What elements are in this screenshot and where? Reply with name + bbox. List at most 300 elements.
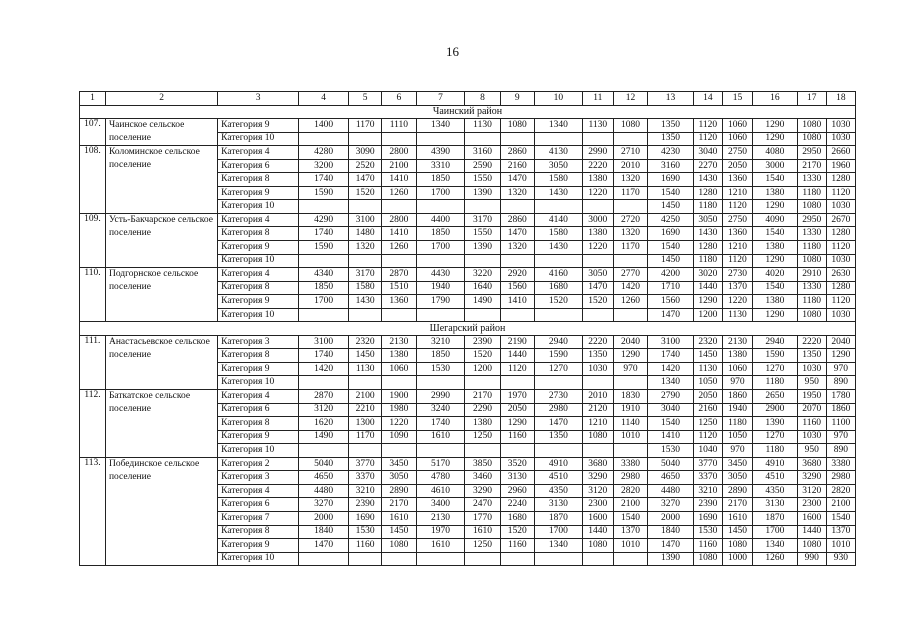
category-cell: Категория 4 (218, 146, 299, 160)
value-cell: 4230 (648, 146, 694, 160)
value-cell: 4390 (416, 146, 465, 160)
value-cell: 4250 (648, 213, 694, 227)
value-cell: 4020 (753, 268, 798, 282)
value-cell: 3120 (582, 484, 613, 498)
value-cell: 2910 (797, 268, 826, 282)
value-cell: 1370 (613, 525, 647, 539)
value-cell: 3450 (382, 457, 416, 471)
value-cell: 2070 (797, 403, 826, 417)
value-cell: 3310 (416, 159, 465, 173)
value-cell: 1290 (753, 119, 798, 133)
value-cell: 1220 (382, 417, 416, 431)
value-cell: 2170 (465, 390, 500, 404)
value-cell: 4200 (648, 268, 694, 282)
value-cell: 1450 (722, 525, 752, 539)
value-cell (613, 376, 647, 390)
value-cell: 1940 (416, 281, 465, 295)
value-cell: 2100 (826, 498, 855, 512)
value-cell: 3090 (349, 146, 382, 160)
page-number: 16 (446, 44, 459, 59)
settlement-number: 108. (80, 146, 106, 214)
value-cell: 3520 (500, 457, 534, 471)
table-row (80, 119, 856, 133)
value-cell: 1540 (613, 511, 647, 525)
value-cell: 1830 (613, 390, 647, 404)
value-cell: 1260 (382, 186, 416, 200)
value-cell: 1610 (382, 511, 416, 525)
category-cell: Категория 10 (218, 444, 299, 458)
value-cell: 1610 (416, 539, 465, 553)
value-cell: 3290 (797, 471, 826, 485)
value-cell: 1680 (534, 281, 582, 295)
value-cell: 1080 (382, 539, 416, 553)
value-cell: 1520 (465, 349, 500, 363)
category-cell: Категория 6 (218, 403, 299, 417)
value-cell: 1420 (613, 281, 647, 295)
value-cell: 2870 (299, 390, 349, 404)
value-cell (299, 308, 349, 322)
value-cell (416, 132, 465, 146)
category-cell: Категория 10 (218, 254, 299, 268)
value-cell: 2320 (693, 335, 722, 349)
value-cell: 1740 (416, 417, 465, 431)
value-cell: 3130 (753, 498, 798, 512)
value-cell: 1340 (753, 539, 798, 553)
value-cell (416, 376, 465, 390)
value-cell: 1330 (797, 173, 826, 187)
value-cell (613, 132, 647, 146)
value-cell: 1080 (797, 308, 826, 322)
district-title: Шегарский район (80, 322, 856, 336)
value-cell: 2800 (382, 146, 416, 160)
value-cell: 1060 (722, 362, 752, 376)
value-cell: 2820 (613, 484, 647, 498)
value-cell (500, 376, 534, 390)
category-cell: Категория 9 (218, 295, 299, 309)
value-cell: 3050 (693, 213, 722, 227)
value-cell: 930 (826, 552, 855, 566)
value-cell: 1120 (826, 295, 855, 309)
value-cell: 1030 (826, 119, 855, 133)
value-cell: 1120 (722, 254, 752, 268)
value-cell: 1420 (299, 362, 349, 376)
value-cell: 2990 (582, 146, 613, 160)
value-cell: 4350 (534, 484, 582, 498)
value-cell: 1580 (349, 281, 382, 295)
value-cell: 1260 (753, 552, 798, 566)
value-cell: 1380 (753, 295, 798, 309)
value-cell: 1080 (582, 430, 613, 444)
value-cell: 970 (722, 444, 752, 458)
value-cell: 3370 (349, 471, 382, 485)
district-row (80, 322, 856, 336)
value-cell: 1060 (722, 132, 752, 146)
value-cell: 1470 (299, 539, 349, 553)
value-cell: 1290 (753, 132, 798, 146)
category-cell: Категория 10 (218, 132, 299, 146)
value-cell: 1300 (349, 417, 382, 431)
value-cell: 2270 (693, 159, 722, 173)
value-cell: 2130 (416, 511, 465, 525)
value-cell: 1160 (693, 539, 722, 553)
header-cell: 1 (80, 92, 106, 106)
value-cell: 3170 (465, 213, 500, 227)
value-cell: 2050 (500, 403, 534, 417)
value-cell: 4400 (416, 213, 465, 227)
value-cell: 3050 (382, 471, 416, 485)
header-cell: 10 (534, 92, 582, 106)
settlement-name: Побединское сельское поселение (105, 457, 217, 565)
value-cell: 1610 (722, 511, 752, 525)
value-cell: 1380 (582, 227, 613, 241)
header-cell: 11 (582, 92, 613, 106)
value-cell: 4910 (534, 457, 582, 471)
settlement-name: Чаинское сельское поселение (105, 119, 217, 146)
value-cell: 3450 (722, 457, 752, 471)
value-cell: 3100 (349, 213, 382, 227)
value-cell: 2890 (382, 484, 416, 498)
value-cell: 2170 (797, 159, 826, 173)
value-cell (465, 200, 500, 214)
value-cell: 5040 (648, 457, 694, 471)
value-cell: 1330 (797, 281, 826, 295)
value-cell: 1380 (465, 417, 500, 431)
value-cell (500, 308, 534, 322)
value-cell: 1280 (693, 186, 722, 200)
value-cell: 2950 (797, 213, 826, 227)
value-cell (582, 552, 613, 566)
value-cell: 1120 (693, 132, 722, 146)
value-cell: 1540 (648, 417, 694, 431)
value-cell: 1290 (753, 254, 798, 268)
value-cell: 1740 (299, 349, 349, 363)
value-cell: 3380 (826, 457, 855, 471)
value-cell: 1120 (826, 241, 855, 255)
header-cell: 5 (349, 92, 382, 106)
value-cell: 1390 (465, 186, 500, 200)
value-cell (299, 376, 349, 390)
value-cell: 2750 (722, 213, 752, 227)
value-cell: 1220 (582, 186, 613, 200)
header-cell: 16 (753, 92, 798, 106)
value-cell: 1080 (797, 539, 826, 553)
value-cell: 3290 (465, 484, 500, 498)
category-cell: Категория 8 (218, 173, 299, 187)
value-cell: 1210 (582, 417, 613, 431)
value-cell: 1080 (797, 132, 826, 146)
value-cell: 1520 (534, 295, 582, 309)
value-cell: 2320 (349, 335, 382, 349)
value-cell: 1420 (648, 362, 694, 376)
value-cell: 2000 (299, 511, 349, 525)
value-cell: 1320 (500, 186, 534, 200)
value-cell (613, 444, 647, 458)
value-cell: 2890 (722, 484, 752, 498)
value-cell: 3120 (299, 403, 349, 417)
value-cell (465, 376, 500, 390)
value-cell: 1380 (753, 241, 798, 255)
value-cell: 2190 (500, 335, 534, 349)
value-cell: 1610 (416, 430, 465, 444)
value-cell: 1350 (648, 119, 694, 133)
value-cell: 1520 (349, 186, 382, 200)
value-cell (382, 308, 416, 322)
value-cell: 1390 (753, 417, 798, 431)
value-cell: 4480 (648, 484, 694, 498)
value-cell: 3160 (648, 159, 694, 173)
value-cell: 4510 (534, 471, 582, 485)
value-cell: 3040 (693, 146, 722, 160)
value-cell: 2300 (582, 498, 613, 512)
category-cell: Категория 4 (218, 390, 299, 404)
value-cell: 1340 (416, 119, 465, 133)
value-cell: 2730 (534, 390, 582, 404)
value-cell (382, 552, 416, 566)
value-cell: 4430 (416, 268, 465, 282)
value-cell: 2100 (613, 498, 647, 512)
value-cell: 1270 (753, 362, 798, 376)
value-cell: 1160 (797, 417, 826, 431)
value-cell: 1590 (299, 186, 349, 200)
value-cell (534, 200, 582, 214)
value-cell: 1540 (753, 173, 798, 187)
value-cell: 2940 (534, 335, 582, 349)
value-cell (582, 200, 613, 214)
value-cell: 1400 (299, 119, 349, 133)
value-cell: 1160 (500, 539, 534, 553)
value-cell: 1390 (648, 552, 694, 566)
value-cell: 4280 (299, 146, 349, 160)
value-cell: 1560 (648, 295, 694, 309)
value-cell: 3020 (693, 268, 722, 282)
value-cell: 2770 (613, 268, 647, 282)
value-cell: 970 (826, 362, 855, 376)
table-row (80, 213, 856, 227)
category-cell: Категория 9 (218, 430, 299, 444)
value-cell: 3170 (349, 268, 382, 282)
header-cell: 12 (613, 92, 647, 106)
value-cell: 1520 (500, 525, 534, 539)
value-cell: 1080 (797, 200, 826, 214)
value-cell: 2300 (797, 498, 826, 512)
value-cell: 1690 (648, 173, 694, 187)
value-cell: 1440 (693, 281, 722, 295)
value-cell: 1700 (534, 525, 582, 539)
value-cell: 1970 (416, 525, 465, 539)
value-cell: 1530 (416, 362, 465, 376)
value-cell: 1220 (722, 295, 752, 309)
value-cell: 2980 (613, 471, 647, 485)
category-cell: Категория 4 (218, 268, 299, 282)
value-cell (465, 254, 500, 268)
value-cell: 1130 (693, 362, 722, 376)
value-cell: 1320 (613, 173, 647, 187)
value-cell (613, 308, 647, 322)
value-cell: 1470 (534, 417, 582, 431)
category-cell: Категория 4 (218, 484, 299, 498)
value-cell: 2390 (693, 498, 722, 512)
value-cell: 4480 (299, 484, 349, 498)
value-cell: 1430 (534, 241, 582, 255)
value-cell: 1590 (299, 241, 349, 255)
value-cell: 970 (826, 430, 855, 444)
table-row (80, 457, 856, 471)
value-cell: 970 (613, 362, 647, 376)
value-cell: 1320 (500, 241, 534, 255)
value-cell: 2710 (613, 146, 647, 160)
value-cell: 1640 (465, 281, 500, 295)
value-cell: 1840 (299, 525, 349, 539)
value-cell: 3220 (465, 268, 500, 282)
value-cell: 4910 (753, 457, 798, 471)
value-cell: 1080 (797, 254, 826, 268)
value-cell: 1700 (416, 241, 465, 255)
value-cell: 5040 (299, 457, 349, 471)
settlement-number: 107. (80, 119, 106, 146)
value-cell (465, 308, 500, 322)
value-cell (582, 444, 613, 458)
value-cell: 2170 (382, 498, 416, 512)
settlement-number: 109. (80, 213, 106, 267)
header-cell: 2 (105, 92, 217, 106)
value-cell: 1780 (826, 390, 855, 404)
value-cell: 1380 (753, 186, 798, 200)
category-cell: Категория 7 (218, 511, 299, 525)
value-cell: 1290 (693, 295, 722, 309)
value-cell: 1490 (299, 430, 349, 444)
value-cell: 3000 (582, 213, 613, 227)
value-cell: 1030 (826, 254, 855, 268)
category-cell: Категория 9 (218, 362, 299, 376)
value-cell (613, 254, 647, 268)
value-cell: 1340 (534, 539, 582, 553)
value-cell: 1590 (534, 349, 582, 363)
value-cell: 1000 (722, 552, 752, 566)
value-cell: 970 (722, 376, 752, 390)
header-cell: 8 (465, 92, 500, 106)
value-cell: 2520 (349, 159, 382, 173)
value-cell: 1280 (826, 173, 855, 187)
value-cell: 4510 (753, 471, 798, 485)
value-cell: 2940 (753, 335, 798, 349)
value-cell: 2240 (500, 498, 534, 512)
category-cell: Категория 8 (218, 417, 299, 431)
value-cell: 2800 (382, 213, 416, 227)
value-cell: 1280 (826, 227, 855, 241)
value-cell: 1010 (613, 430, 647, 444)
district-title: Чаинский район (80, 105, 856, 119)
value-cell: 3290 (582, 471, 613, 485)
settlement-name: Баткатское сельское поселение (105, 390, 217, 458)
settlement-number: 112. (80, 390, 106, 458)
value-cell: 1060 (722, 119, 752, 133)
value-cell: 2210 (349, 403, 382, 417)
value-cell: 1960 (826, 159, 855, 173)
value-cell: 3680 (582, 457, 613, 471)
value-cell (582, 308, 613, 322)
value-cell: 1170 (613, 186, 647, 200)
header-cell: 7 (416, 92, 465, 106)
value-cell: 1790 (416, 295, 465, 309)
value-cell: 2990 (416, 390, 465, 404)
value-cell: 4290 (299, 213, 349, 227)
value-cell: 1850 (299, 281, 349, 295)
value-cell: 1050 (693, 376, 722, 390)
value-cell: 3100 (299, 335, 349, 349)
value-cell (500, 444, 534, 458)
category-cell: Категория 9 (218, 119, 299, 133)
value-cell: 1010 (826, 539, 855, 553)
value-cell: 1540 (648, 241, 694, 255)
value-cell: 1290 (753, 308, 798, 322)
settlement-name: Анастасьевское сельское поселение (105, 335, 217, 389)
value-cell: 4140 (534, 213, 582, 227)
value-cell: 1080 (582, 539, 613, 553)
value-cell: 1850 (416, 173, 465, 187)
value-cell (500, 254, 534, 268)
value-cell (299, 200, 349, 214)
value-cell: 2220 (582, 159, 613, 173)
value-cell: 3050 (534, 159, 582, 173)
value-cell: 2160 (693, 403, 722, 417)
category-cell: Категория 6 (218, 159, 299, 173)
value-cell: 2170 (722, 498, 752, 512)
value-cell: 2980 (534, 403, 582, 417)
value-cell (582, 254, 613, 268)
value-cell: 1740 (299, 173, 349, 187)
header-row (80, 92, 856, 106)
value-cell: 2390 (465, 335, 500, 349)
value-cell: 1850 (416, 349, 465, 363)
value-cell: 2100 (349, 390, 382, 404)
value-cell: 1560 (500, 281, 534, 295)
value-cell: 1270 (753, 430, 798, 444)
value-cell (613, 552, 647, 566)
value-cell: 2390 (349, 498, 382, 512)
value-cell (349, 132, 382, 146)
value-cell: 1600 (582, 511, 613, 525)
value-cell: 1170 (349, 430, 382, 444)
value-cell: 3120 (797, 484, 826, 498)
value-cell: 1530 (648, 444, 694, 458)
value-cell: 1180 (753, 376, 798, 390)
value-cell: 2980 (826, 471, 855, 485)
value-cell: 1080 (722, 539, 752, 553)
value-cell: 4650 (299, 471, 349, 485)
value-cell: 1480 (349, 227, 382, 241)
value-cell (534, 254, 582, 268)
value-cell: 1430 (693, 227, 722, 241)
value-cell (349, 200, 382, 214)
header-cell: 6 (382, 92, 416, 106)
value-cell: 1430 (534, 186, 582, 200)
value-cell: 1870 (753, 511, 798, 525)
value-cell: 2960 (500, 484, 534, 498)
value-cell (534, 552, 582, 566)
value-cell: 1120 (722, 200, 752, 214)
table-row (80, 390, 856, 404)
value-cell: 2010 (582, 390, 613, 404)
value-cell: 1360 (722, 173, 752, 187)
settlement-number: 113. (80, 457, 106, 565)
value-cell: 1180 (797, 241, 826, 255)
value-cell: 1280 (826, 281, 855, 295)
value-cell: 1470 (582, 281, 613, 295)
value-cell: 1060 (382, 362, 416, 376)
value-cell (465, 552, 500, 566)
value-cell: 1870 (534, 511, 582, 525)
value-cell: 2730 (722, 268, 752, 282)
